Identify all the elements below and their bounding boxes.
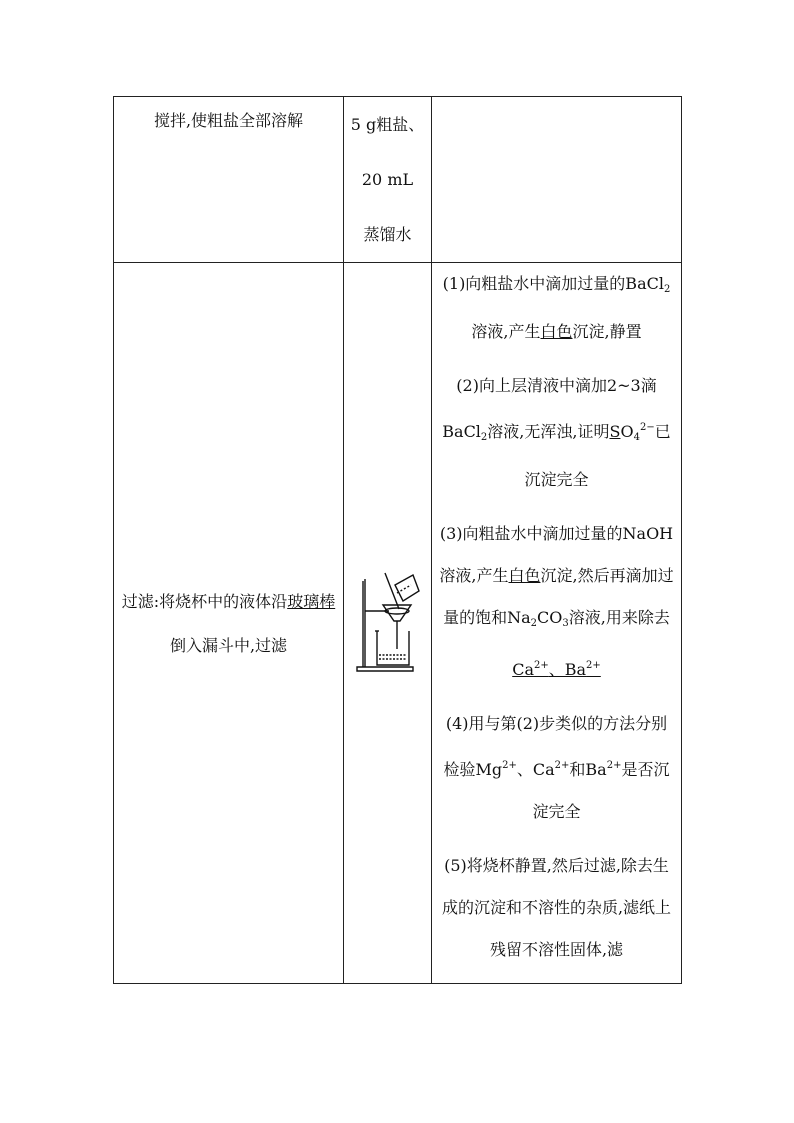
materials-line: 5 g粗盐、 [350, 115, 425, 134]
procedure-step-5: (5)将烧杯静置,然后过滤,除去生成的沉淀和不溶性的杂质,滤纸上残留不溶性固体,滤 [441, 856, 672, 959]
procedure-steps [432, 263, 681, 971]
procedure-cell [432, 263, 682, 984]
procedure-step-1 [438, 263, 675, 353]
text-run: 是否沉淀完全 [532, 760, 670, 821]
underlined-term [512, 660, 601, 679]
underlined-term: S [609, 422, 621, 441]
superscript: 2+ [502, 760, 517, 771]
text-run: 沉淀,然后再滴加过量的饱和Na [443, 566, 674, 627]
apparatus-cell [344, 263, 432, 984]
text-run: 溶液,无浑浊,证明 [487, 422, 610, 441]
text-run: 倒入漏斗中,过滤 [169, 636, 288, 655]
materials-line: 蒸馏水 [363, 225, 412, 244]
step-description-cell [114, 97, 344, 263]
subscript: 2 [663, 284, 671, 295]
superscript: 2− [639, 422, 655, 433]
procedure-step-3 [438, 513, 675, 691]
text-run: 沉淀,静置 [572, 322, 642, 341]
experiment-table [113, 96, 682, 984]
text-run: 溶液,产生 [471, 322, 541, 341]
underlined-term: 白色 [540, 322, 573, 341]
underlined-term: 白色 [508, 566, 541, 585]
subscript: 2 [480, 432, 488, 443]
text-run: (2)向上层清液中滴加2~3滴 BaCl [442, 376, 657, 441]
subscript: 2 [530, 618, 538, 629]
procedure-step-2 [438, 365, 675, 501]
text-run: 、Ba [548, 660, 587, 679]
table-row [114, 263, 682, 984]
superscript: 2+ [586, 660, 601, 671]
filtration-apparatus-icon [355, 571, 421, 675]
step-description: 搅拌,使粗盐全部溶解 [153, 111, 304, 130]
filter-step-description [114, 578, 343, 668]
text-run: (4)用与第(2)步类似的方法分别检验Mg [443, 714, 668, 779]
underlined-term: 玻璃棒 [287, 592, 336, 611]
text-run: 溶液,用来除去 [568, 608, 670, 627]
materials-list [344, 97, 431, 262]
text-run: O [620, 422, 634, 441]
table-row [114, 97, 682, 263]
filter-step-cell [114, 263, 344, 984]
text-run: 过滤:将烧杯中的液体沿 [121, 592, 288, 611]
text-run: (3)向粗盐水中滴加过量的NaOH溶液,产生 [439, 524, 674, 585]
text-run: 、Ca [516, 760, 555, 779]
text-run: (1)向粗盐水中滴加过量的BaCl [442, 274, 664, 293]
text-run: 已沉淀完全 [524, 422, 671, 489]
text-run: Ca [512, 660, 534, 679]
materials-cell [344, 97, 432, 263]
subscript: 4 [633, 432, 640, 443]
superscript: 2+ [533, 660, 549, 671]
superscript: 2+ [554, 760, 570, 771]
text-run: 和Ba [569, 760, 607, 779]
text-run: CO [537, 608, 563, 627]
materials-line: 20 mL [361, 170, 414, 189]
observation-cell [432, 97, 682, 263]
superscript: 2+ [606, 760, 622, 771]
subscript: 3 [562, 618, 569, 629]
procedure-step-4 [438, 703, 675, 833]
